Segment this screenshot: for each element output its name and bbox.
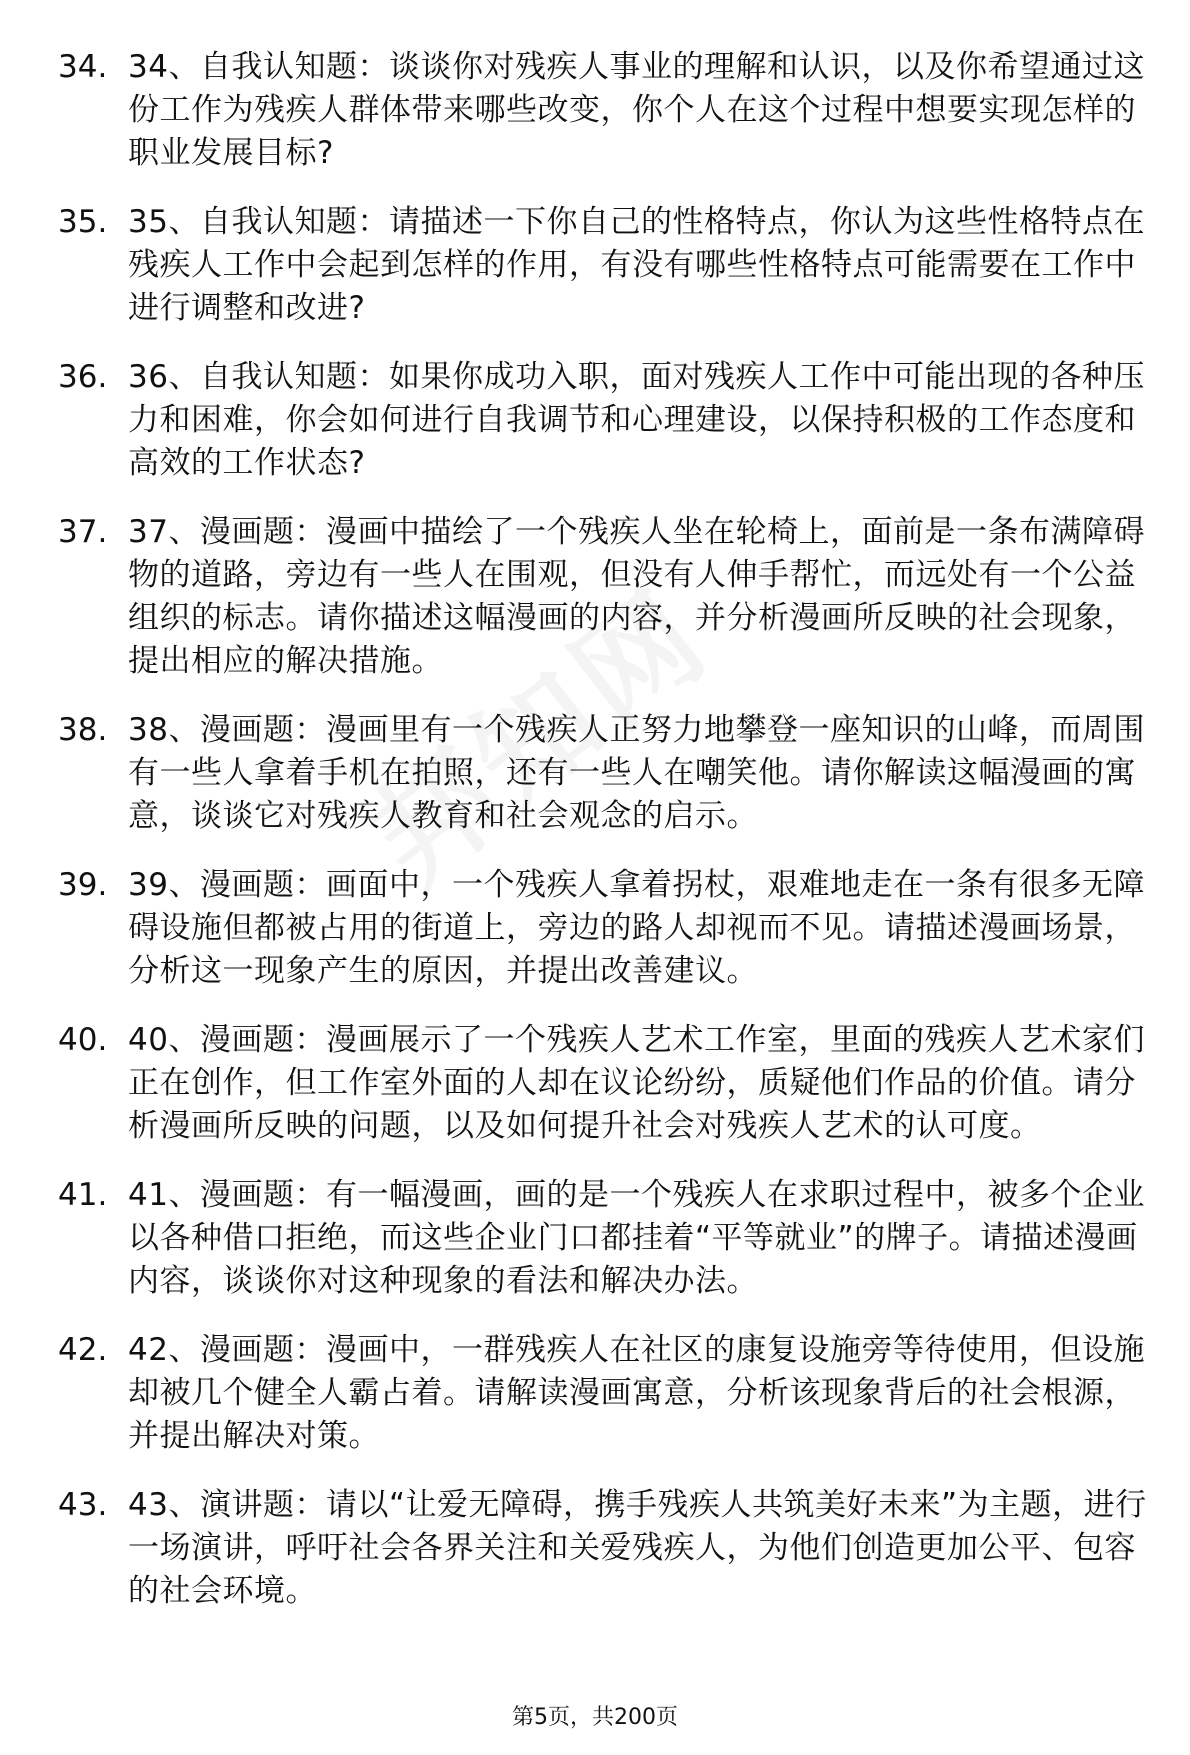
question-text: 43、演讲题：请以“让爱无障碍，携手残疾人共筑美好未来”为主题，进行一场演讲，呼吁社会各界关注和关爱残疾人，为他们创造更加公平、包容的社会环境。 xyxy=(128,1487,1147,1609)
question-number: 35. xyxy=(58,204,108,240)
question-number: 36. xyxy=(58,359,108,395)
list-item xyxy=(58,1484,1148,1613)
question-number: 37. xyxy=(58,514,108,550)
question-number: 39. xyxy=(58,867,108,903)
question-text: 37、漫画题：漫画中描绘了一个残疾人坐在轮椅上，面前是一条布满障碍物的道路，旁边有一些人在围观，但没有人伸手帮忙，而远处有一个公益组织的标志。请你描述这幅漫画的内容，并分析漫画所反映的社会现象，提出相应的解决措施。 xyxy=(128,514,1145,679)
question-text: 40、漫画题：漫画展示了一个残疾人艺术工作室，里面的残疾人艺术家们正在创作，但工作室外面的人却在议论纷纷，质疑他们作品的价值。请分析漫画所反映的问题，以及如何提升社会对残疾人艺术的认可度。 xyxy=(128,1022,1145,1144)
question-text: 42、漫画题：漫画中，一群残疾人在社区的康复设施旁等待使用，但设施却被几个健全人霸占着。请解读漫画寓意，分析该现象背后的社会根源，并提出解决对策。 xyxy=(128,1332,1145,1454)
question-number: 40. xyxy=(58,1022,108,1058)
list-item xyxy=(58,864,1148,993)
list-item xyxy=(58,1174,1148,1303)
list-item xyxy=(58,1329,1148,1458)
question-text: 35、自我认知题：请描述一下你自己的性格特点，你认为这些性格特点在残疾人工作中会起到怎样的作用，有没有哪些性格特点可能需要在工作中进行调整和改进? xyxy=(128,204,1145,326)
question-number: 42. xyxy=(58,1332,108,1368)
question-number: 34. xyxy=(58,49,108,85)
list-item xyxy=(58,511,1148,683)
list-item xyxy=(58,201,1148,330)
list-item xyxy=(58,46,1148,175)
question-text: 38、漫画题：漫画里有一个残疾人正努力地攀登一座知识的山峰，而周围有一些人拿着手机在拍照，还有一些人在嘲笑他。请你解读这幅漫画的寓意，谈谈它对残疾人教育和社会观念的启示。 xyxy=(128,712,1145,834)
list-item xyxy=(58,356,1148,485)
question-number: 38. xyxy=(58,712,108,748)
page-number-footer: 第5页，共200页 xyxy=(512,1705,678,1730)
question-number: 41. xyxy=(58,1177,108,1213)
question-number: 43. xyxy=(58,1487,108,1523)
question-text: 36、自我认知题：如果你成功入职，面对残疾人工作中可能出现的各种压力和困难，你会如何进行自我调节和心理建设，以保持积极的工作态度和高效的工作状态? xyxy=(128,359,1145,481)
question-text: 41、漫画题：有一幅漫画，画的是一个残疾人在求职过程中，被多个企业以各种借口拒绝，而这些企业门口都挂着“平等就业”的牌子。请描述漫画内容，谈谈你对这种现象的看法和解决办法。 xyxy=(128,1177,1145,1299)
list-item xyxy=(58,709,1148,838)
question-text: 39、漫画题：画面中，一个残疾人拿着拐杖，艰难地走在一条有很多无障碍设施但都被占用的街道上，旁边的路人却视而不见。请描述漫画场景，分析这一现象产生的原因，并提出改善建议。 xyxy=(128,867,1145,989)
list-item xyxy=(58,1019,1148,1148)
question-list xyxy=(58,46,1148,1639)
question-text: 34、自我认知题：谈谈你对残疾人事业的理解和认识，以及你希望通过这份工作为残疾人群体带来哪些改变，你个人在这个过程中想要实现怎样的职业发展目标? xyxy=(128,49,1145,171)
